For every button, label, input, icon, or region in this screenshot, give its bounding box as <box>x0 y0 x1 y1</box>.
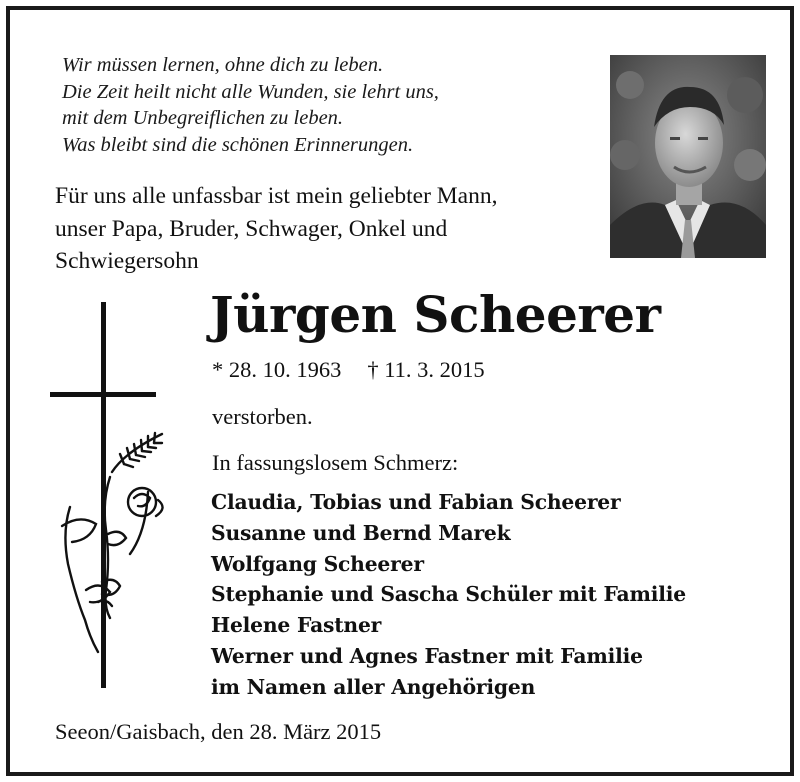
portrait-photo <box>610 55 766 258</box>
grief-line: In fassungslosem Schmerz: <box>212 450 459 475</box>
poem-line: Was bleibt sind die schönen Erinnerungen. <box>62 133 414 156</box>
poem <box>62 52 582 158</box>
poem-line: Wir müssen lernen, ohne dich zu leben. <box>62 54 384 76</box>
intro-line: unser Papa, Bruder, Schwager, Onkel und <box>55 215 448 242</box>
mourners-list <box>211 487 686 703</box>
mourner: Helene Fastner <box>211 613 382 638</box>
place-and-date: Seeon/Gaisbach, den 28. März 2015 <box>55 719 382 744</box>
mourner: Claudia, Tobias und Fabian Scheerer <box>211 490 621 514</box>
mourner: Werner und Agnes Fastner mit Familie <box>211 643 643 668</box>
life-dates <box>212 355 485 385</box>
deceased-name: Jürgen Scheerer <box>210 285 661 344</box>
poem-line: mit dem Unbegreiflichen zu leben. <box>62 107 344 129</box>
intro-line: Schwiegersohn <box>55 248 199 274</box>
obituary-notice <box>6 6 794 776</box>
cross-with-rose-and-wheat-icon <box>50 302 180 692</box>
mourner: im Namen aller Angehörigen <box>211 674 536 699</box>
birth-date: * 28. 10. 1963 <box>212 357 342 382</box>
status-text: verstorben. <box>212 404 313 429</box>
intro-line: Für uns alle unfassbar ist mein geliebter Mann, <box>55 183 498 209</box>
poem-line: Die Zeit heilt nicht alle Wunden, sie lehrt uns, <box>62 80 439 103</box>
mourner: Susanne und Bernd Marek <box>211 520 511 545</box>
mourner: Stephanie und Sascha Schüler mit Familie <box>211 582 686 607</box>
death-date: † 11. 3. 2015 <box>367 357 485 382</box>
mourner: Wolfgang Scheerer <box>211 551 424 576</box>
intro-text <box>55 180 600 278</box>
